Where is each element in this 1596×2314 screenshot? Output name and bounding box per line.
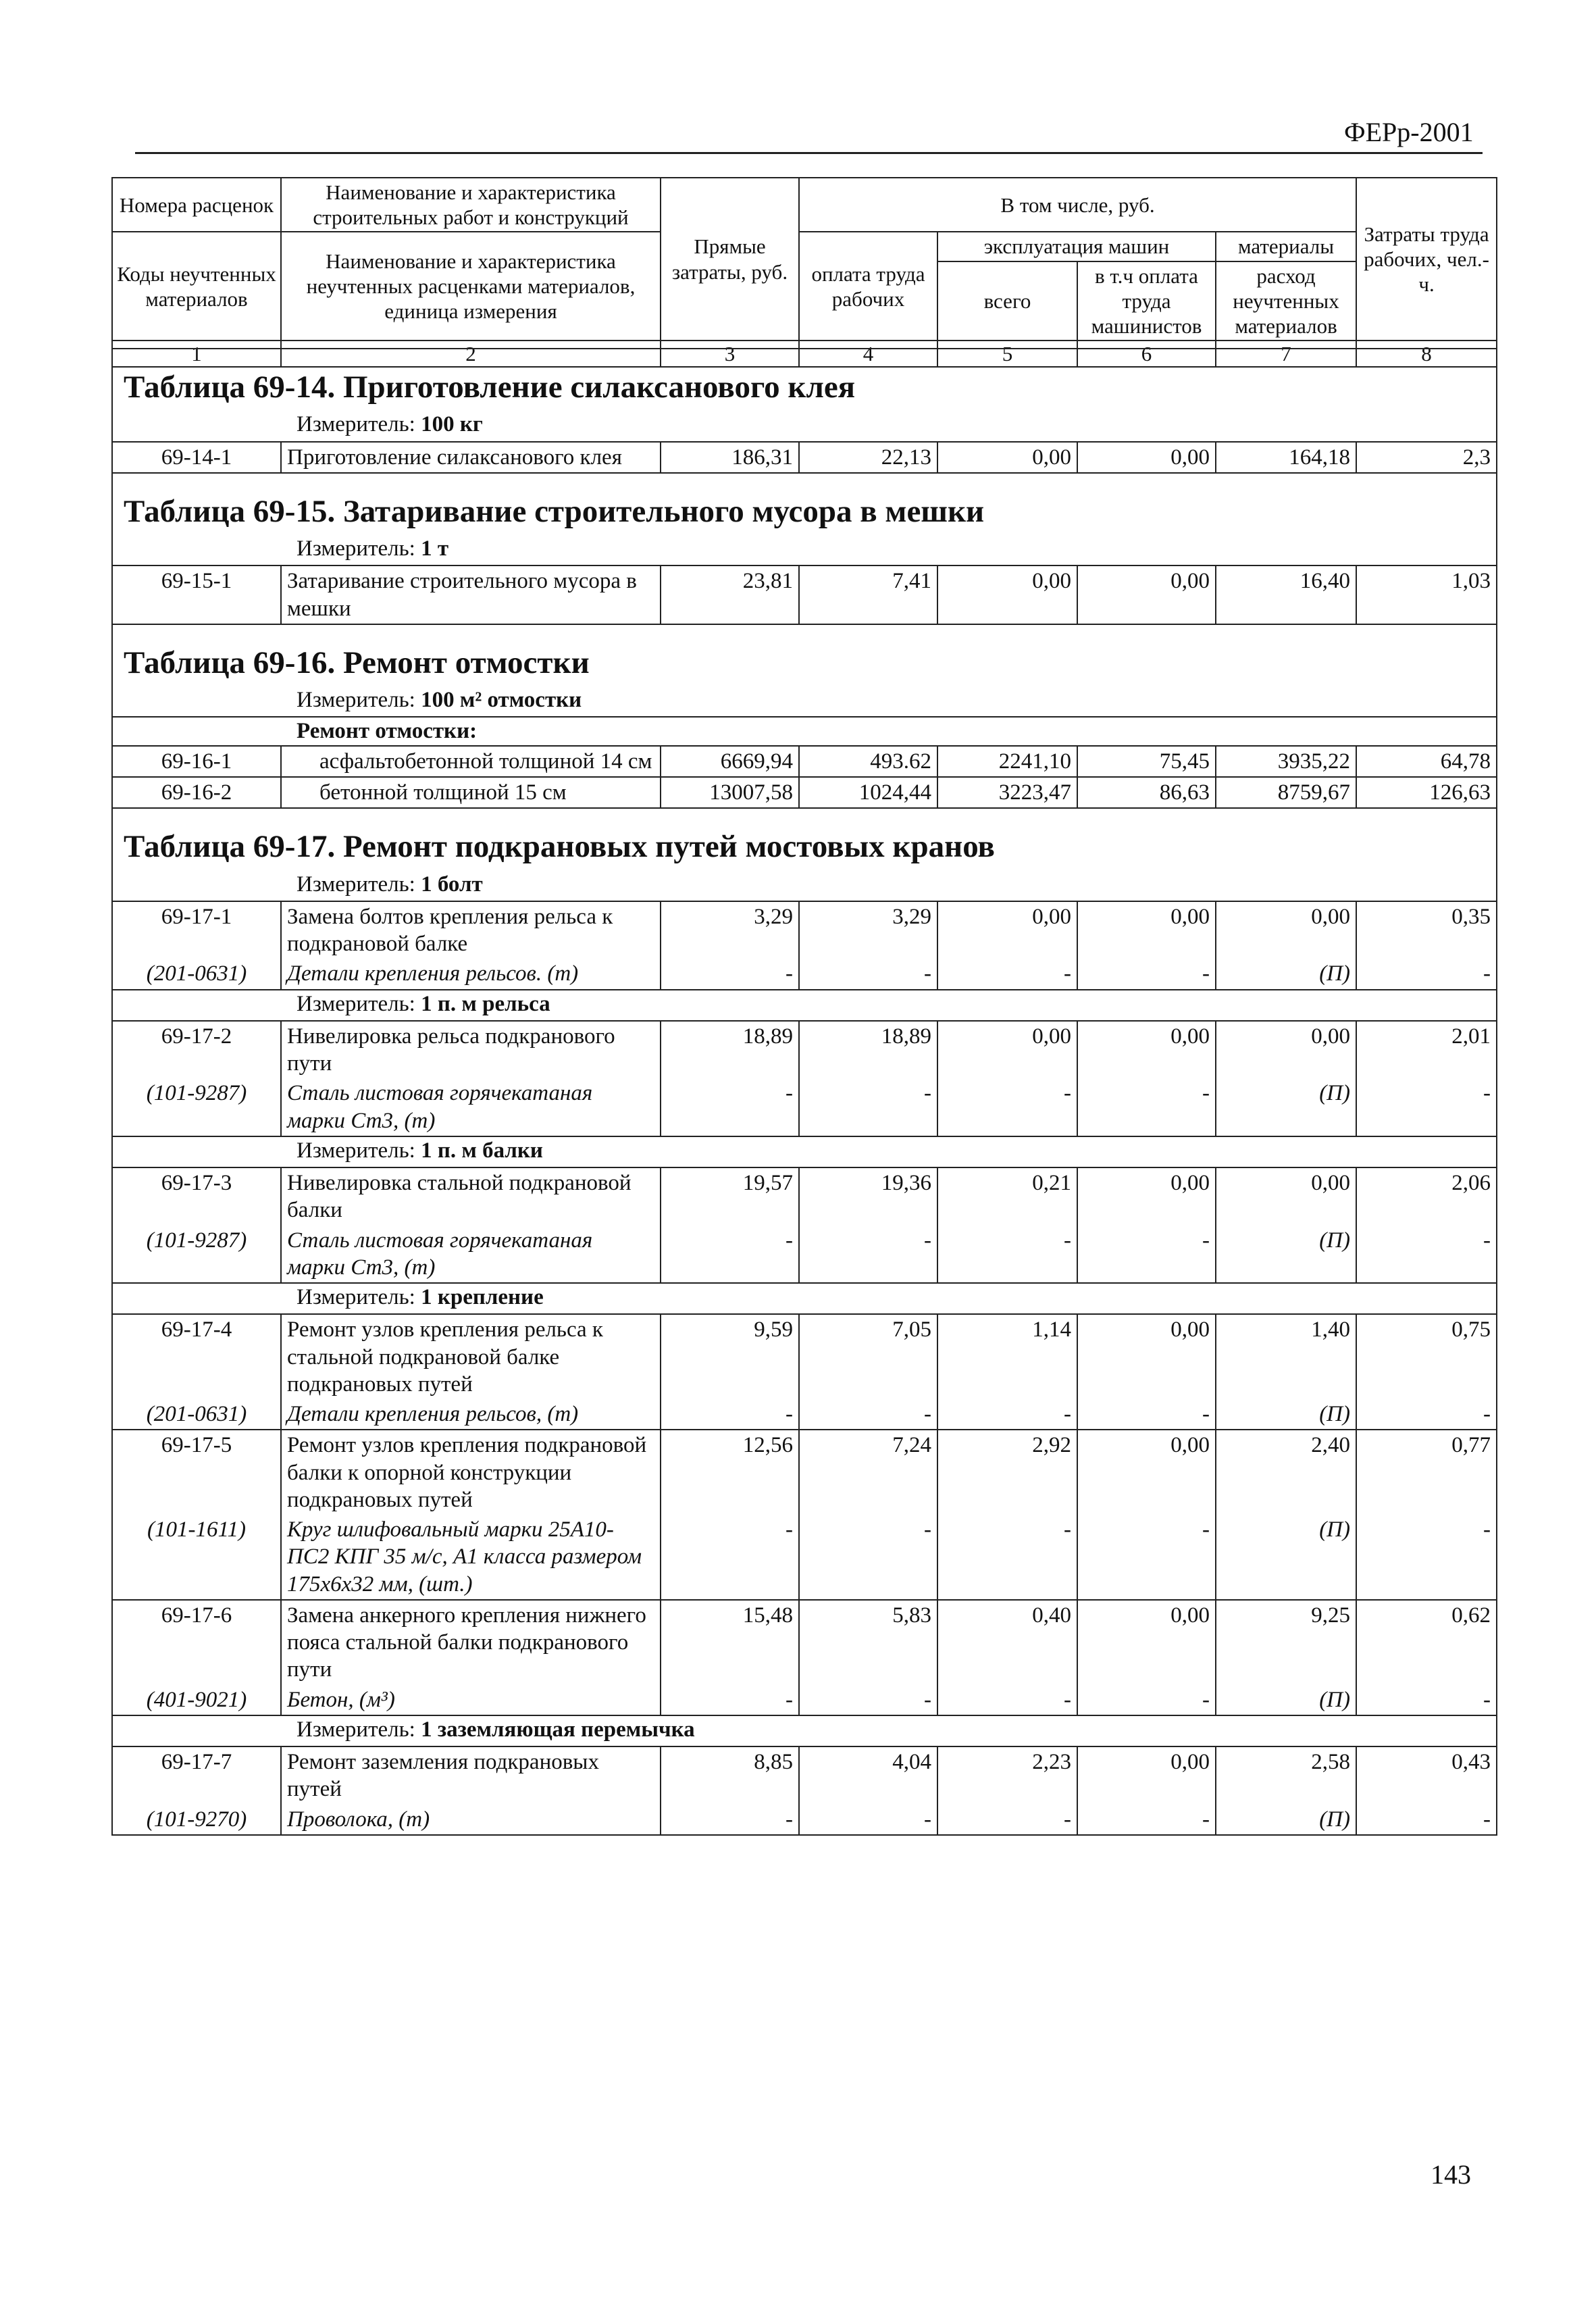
machines-total: 0,00 (937, 1021, 1077, 1079)
dash: - (937, 1226, 1077, 1284)
header-worker-pay: оплата труда рабочих (799, 232, 937, 341)
p-mark: (П) (1216, 959, 1356, 989)
header-materials: материалы (1216, 232, 1356, 261)
unit-row: Измеритель: 1 крепление (112, 1283, 1497, 1314)
dash: - (661, 1515, 799, 1600)
rate-group (112, 1430, 1497, 1600)
worker-pay: 19,36 (799, 1167, 937, 1226)
work-name: Замена болтов крепления рельса к подкрановой балке (281, 901, 661, 959)
dash: - (1077, 1226, 1216, 1284)
dash: - (661, 1399, 799, 1430)
subheading-row: Ремонт отмостки: (112, 717, 1497, 745)
materials: 1,40 (1216, 1314, 1356, 1399)
machinist-pay: 0,00 (1077, 442, 1216, 473)
dash: - (799, 1685, 937, 1715)
rate-code: 69-17-3 (112, 1167, 281, 1226)
worker-pay: 3,29 (799, 901, 937, 959)
dash: - (1077, 1515, 1216, 1600)
rate-group (112, 1600, 1497, 1715)
machines-total: 0,00 (937, 442, 1077, 473)
work-name: Ремонт узлов крепления рельса к стальной подкрановой балке подкрановых путей (281, 1314, 661, 1399)
rate-group (112, 901, 1497, 990)
header-labor-costs: Затраты труда рабочих, чел.-ч. (1356, 178, 1497, 341)
dash: - (937, 1805, 1077, 1835)
material-code: (401-9021) (112, 1685, 281, 1715)
labor-hours: 0,77 (1356, 1430, 1497, 1515)
dash: - (799, 1399, 937, 1430)
dash: - (1356, 1078, 1497, 1136)
rate-code: 69-17-4 (112, 1314, 281, 1399)
dash: - (1077, 1399, 1216, 1430)
document-code: ФЕРр-2001 (1344, 117, 1474, 147)
materials: 16,40 (1216, 565, 1356, 624)
header-machines-total: всего (937, 261, 1077, 341)
rate-code: 69-14-1 (112, 442, 281, 473)
dash: - (799, 959, 937, 989)
material-code: (201-0631) (112, 1399, 281, 1430)
column-number: 2 (281, 341, 661, 367)
p-mark: (П) (1216, 1685, 1356, 1715)
labor-hours: 126,63 (1356, 777, 1497, 808)
unit-row: Измеритель: 1 п. м балки (112, 1136, 1497, 1167)
p-mark: (П) (1216, 1399, 1356, 1430)
dash: - (1356, 1226, 1497, 1284)
labor-hours: 2,01 (1356, 1021, 1497, 1079)
rate-group (112, 1021, 1497, 1136)
labor-hours: 64,78 (1356, 746, 1497, 777)
dash: - (1077, 959, 1216, 989)
dash: - (937, 1399, 1077, 1430)
column-number: 5 (937, 341, 1077, 367)
machinist-pay: 0,00 (1077, 565, 1216, 624)
material-code: (101-9270) (112, 1805, 281, 1835)
labor-hours: 2,3 (1356, 442, 1497, 473)
unit-row: Измеритель: 100 м² отмостки (112, 686, 1497, 717)
dash: - (799, 1078, 937, 1136)
dash: - (937, 1515, 1077, 1600)
machines-total: 2,92 (937, 1430, 1077, 1515)
dash: - (661, 1685, 799, 1715)
dash: - (937, 959, 1077, 989)
table-title: Таблица 69-16. Ремонт отмостки (112, 624, 1497, 686)
labor-hours: 1,03 (1356, 565, 1497, 624)
worker-pay: 5,83 (799, 1600, 937, 1685)
p-mark: (П) (1216, 1515, 1356, 1600)
material-code: (201-0631) (112, 959, 281, 989)
machinist-pay: 0,00 (1077, 1021, 1216, 1079)
header-work-name: Наименование и характеристика строительных работ и конструкций (281, 178, 661, 232)
unit-row: Измеритель: 1 п. м рельса (112, 990, 1497, 1021)
table-row (112, 777, 1497, 808)
machinist-pay: 0,00 (1077, 1314, 1216, 1399)
direct-costs: 23,81 (661, 565, 799, 624)
unit-row: Измеритель: 1 болт (112, 871, 1497, 901)
dash: - (1077, 1805, 1216, 1835)
machinist-pay: 0,00 (1077, 1167, 1216, 1226)
work-name: Нивелировка стальной подкрановой балки (281, 1167, 661, 1226)
worker-pay: 18,89 (799, 1021, 937, 1079)
material-name: Детали крепления рельсов. (т) (281, 959, 661, 989)
dash: - (1356, 1805, 1497, 1835)
header-machinist-pay: в т.ч оплата труда машинистов (1077, 261, 1216, 341)
machines-total: 0,00 (937, 565, 1077, 624)
work-name: Ремонт заземления подкрановых путей (281, 1746, 661, 1805)
material-name: Проволока, (т) (281, 1805, 661, 1835)
machinist-pay: 75,45 (1077, 746, 1216, 777)
rate-code: 69-16-1 (112, 746, 281, 777)
materials: 0,00 (1216, 901, 1356, 959)
direct-costs: 12,56 (661, 1430, 799, 1515)
dash: - (1077, 1078, 1216, 1136)
dash: - (799, 1805, 937, 1835)
header-unaccounted-materials: расход неучтенных материалов (1216, 261, 1356, 341)
machines-total: 1,14 (937, 1314, 1077, 1399)
machines-total: 2,23 (937, 1746, 1077, 1805)
machinist-pay: 0,00 (1077, 1746, 1216, 1805)
table-row (112, 565, 1497, 624)
labor-hours: 0,62 (1356, 1600, 1497, 1685)
materials: 2,58 (1216, 1746, 1356, 1805)
dash: - (661, 959, 799, 989)
rate-group (112, 1314, 1497, 1430)
material-code: (101-9287) (112, 1078, 281, 1136)
p-mark: (П) (1216, 1078, 1356, 1136)
rate-code: 69-16-2 (112, 777, 281, 808)
worker-pay: 7,41 (799, 565, 937, 624)
materials: 164,18 (1216, 442, 1356, 473)
material-name: Сталь листовая горячекатаная марки Ст3, (т) (281, 1226, 661, 1284)
machines-total: 0,21 (937, 1167, 1077, 1226)
direct-costs: 15,48 (661, 1600, 799, 1685)
rate-code: 69-17-5 (112, 1430, 281, 1515)
p-mark: (П) (1216, 1805, 1356, 1835)
material-code: (101-1611) (112, 1515, 281, 1600)
work-name: Замена анкерного крепления нижнего пояса стальной балки подкранового пути (281, 1600, 661, 1685)
labor-hours: 2,06 (1356, 1167, 1497, 1226)
header-direct-costs: Прямые затраты, руб. (661, 178, 799, 341)
direct-costs: 8,85 (661, 1746, 799, 1805)
direct-costs: 19,57 (661, 1167, 799, 1226)
dash: - (1356, 959, 1497, 989)
column-number: 4 (799, 341, 937, 367)
materials: 9,25 (1216, 1600, 1356, 1685)
dash: - (1077, 1685, 1216, 1715)
machinist-pay: 86,63 (1077, 777, 1216, 808)
direct-costs: 3,29 (661, 901, 799, 959)
work-name: Ремонт узлов крепления подкрановой балки к опорной конструкции подкрановых путей (281, 1430, 661, 1515)
dash: - (937, 1078, 1077, 1136)
dash: - (661, 1805, 799, 1835)
column-number: 6 (1077, 341, 1216, 367)
machinist-pay: 0,00 (1077, 1600, 1216, 1685)
materials: 8759,67 (1216, 777, 1356, 808)
header-material-name: Наименование и характеристика неучтенных расценками материалов, единица измерения (281, 232, 661, 341)
material-name: Детали крепления рельсов, (т) (281, 1399, 661, 1430)
work-name: Приготовление силаксанового клея (281, 442, 661, 473)
dash: - (799, 1226, 937, 1284)
work-name: Затаривание строительного мусора в мешки (281, 565, 661, 624)
worker-pay: 22,13 (799, 442, 937, 473)
machines-total: 3223,47 (937, 777, 1077, 808)
dash: - (799, 1515, 937, 1600)
dash: - (661, 1078, 799, 1136)
materials: 2,40 (1216, 1430, 1356, 1515)
machines-total: 0,00 (937, 901, 1077, 959)
worker-pay: 7,24 (799, 1430, 937, 1515)
table-title: Таблица 69-14. Приготовление силаксанового клея (112, 349, 1497, 411)
materials: 0,00 (1216, 1021, 1356, 1079)
machinist-pay: 0,00 (1077, 901, 1216, 959)
unit-row: Измеритель: 1 т (112, 535, 1497, 565)
table-title: Таблица 69-15. Затаривание строительного мусора в мешки (112, 473, 1497, 535)
table-row (112, 746, 1497, 777)
worker-pay: 1024,44 (799, 777, 937, 808)
rate-code: 69-17-7 (112, 1746, 281, 1805)
materials: 3935,22 (1216, 746, 1356, 777)
dash: - (1356, 1399, 1497, 1430)
p-mark: (П) (1216, 1226, 1356, 1284)
dash: - (1356, 1685, 1497, 1715)
header-including: В том числе, руб. (799, 178, 1356, 232)
rates-table (111, 348, 1497, 1836)
material-name: Сталь листовая горячекатаная марки Ст3, (т) (281, 1078, 661, 1136)
rate-code: 69-17-6 (112, 1600, 281, 1685)
dash: - (937, 1685, 1077, 1715)
materials: 0,00 (1216, 1167, 1356, 1226)
direct-costs: 9,59 (661, 1314, 799, 1399)
column-number: 8 (1356, 341, 1497, 367)
table-row (112, 442, 1497, 473)
direct-costs: 186,31 (661, 442, 799, 473)
material-code: (101-9287) (112, 1226, 281, 1284)
machinist-pay: 0,00 (1077, 1430, 1216, 1515)
direct-costs: 13007,58 (661, 777, 799, 808)
unit-row: Измеритель: 1 заземляющая перемычка (112, 1715, 1497, 1746)
worker-pay: 493.62 (799, 746, 937, 777)
worker-pay: 4,04 (799, 1746, 937, 1805)
material-name: Круг шлифовальный марки 25А10-ПС2 КПГ 35 м/с, А1 класса размером 175х6х32 мм, (шт.) (281, 1515, 661, 1600)
labor-hours: 0,75 (1356, 1314, 1497, 1399)
material-name: Бетон, (м³) (281, 1685, 661, 1715)
table-title: Таблица 69-17. Ремонт подкрановых путей мостовых кранов (112, 808, 1497, 870)
work-name: Нивелировка рельса подкранового пути (281, 1021, 661, 1079)
rate-code: 69-17-2 (112, 1021, 281, 1079)
column-number: 1 (112, 341, 281, 367)
column-header-table (111, 177, 1497, 368)
header-machines: эксплуатация машин (937, 232, 1216, 261)
rate-code: 69-17-1 (112, 901, 281, 959)
worker-pay: 7,05 (799, 1314, 937, 1399)
machines-total: 0,40 (937, 1600, 1077, 1685)
page-number: 143 (1431, 2159, 1471, 2190)
unit-row: Измеритель: 100 кг (112, 411, 1497, 441)
machines-total: 2241,10 (937, 746, 1077, 777)
labor-hours: 0,43 (1356, 1746, 1497, 1805)
header-rule (135, 152, 1483, 154)
dash: - (661, 1226, 799, 1284)
header-material-codes: Коды неучтенных материалов (112, 232, 281, 341)
dash: - (1356, 1515, 1497, 1600)
rate-group (112, 1746, 1497, 1835)
direct-costs: 6669,94 (661, 746, 799, 777)
rate-group (112, 1167, 1497, 1283)
labor-hours: 0,35 (1356, 901, 1497, 959)
header-rate-numbers: Номера расценок (112, 178, 281, 232)
work-name: асфальтобетонной толщиной 14 см (281, 746, 661, 777)
rate-code: 69-15-1 (112, 565, 281, 624)
column-number: 3 (661, 341, 799, 367)
direct-costs: 18,89 (661, 1021, 799, 1079)
work-name: бетонной толщиной 15 см (281, 777, 661, 808)
column-number: 7 (1216, 341, 1356, 367)
